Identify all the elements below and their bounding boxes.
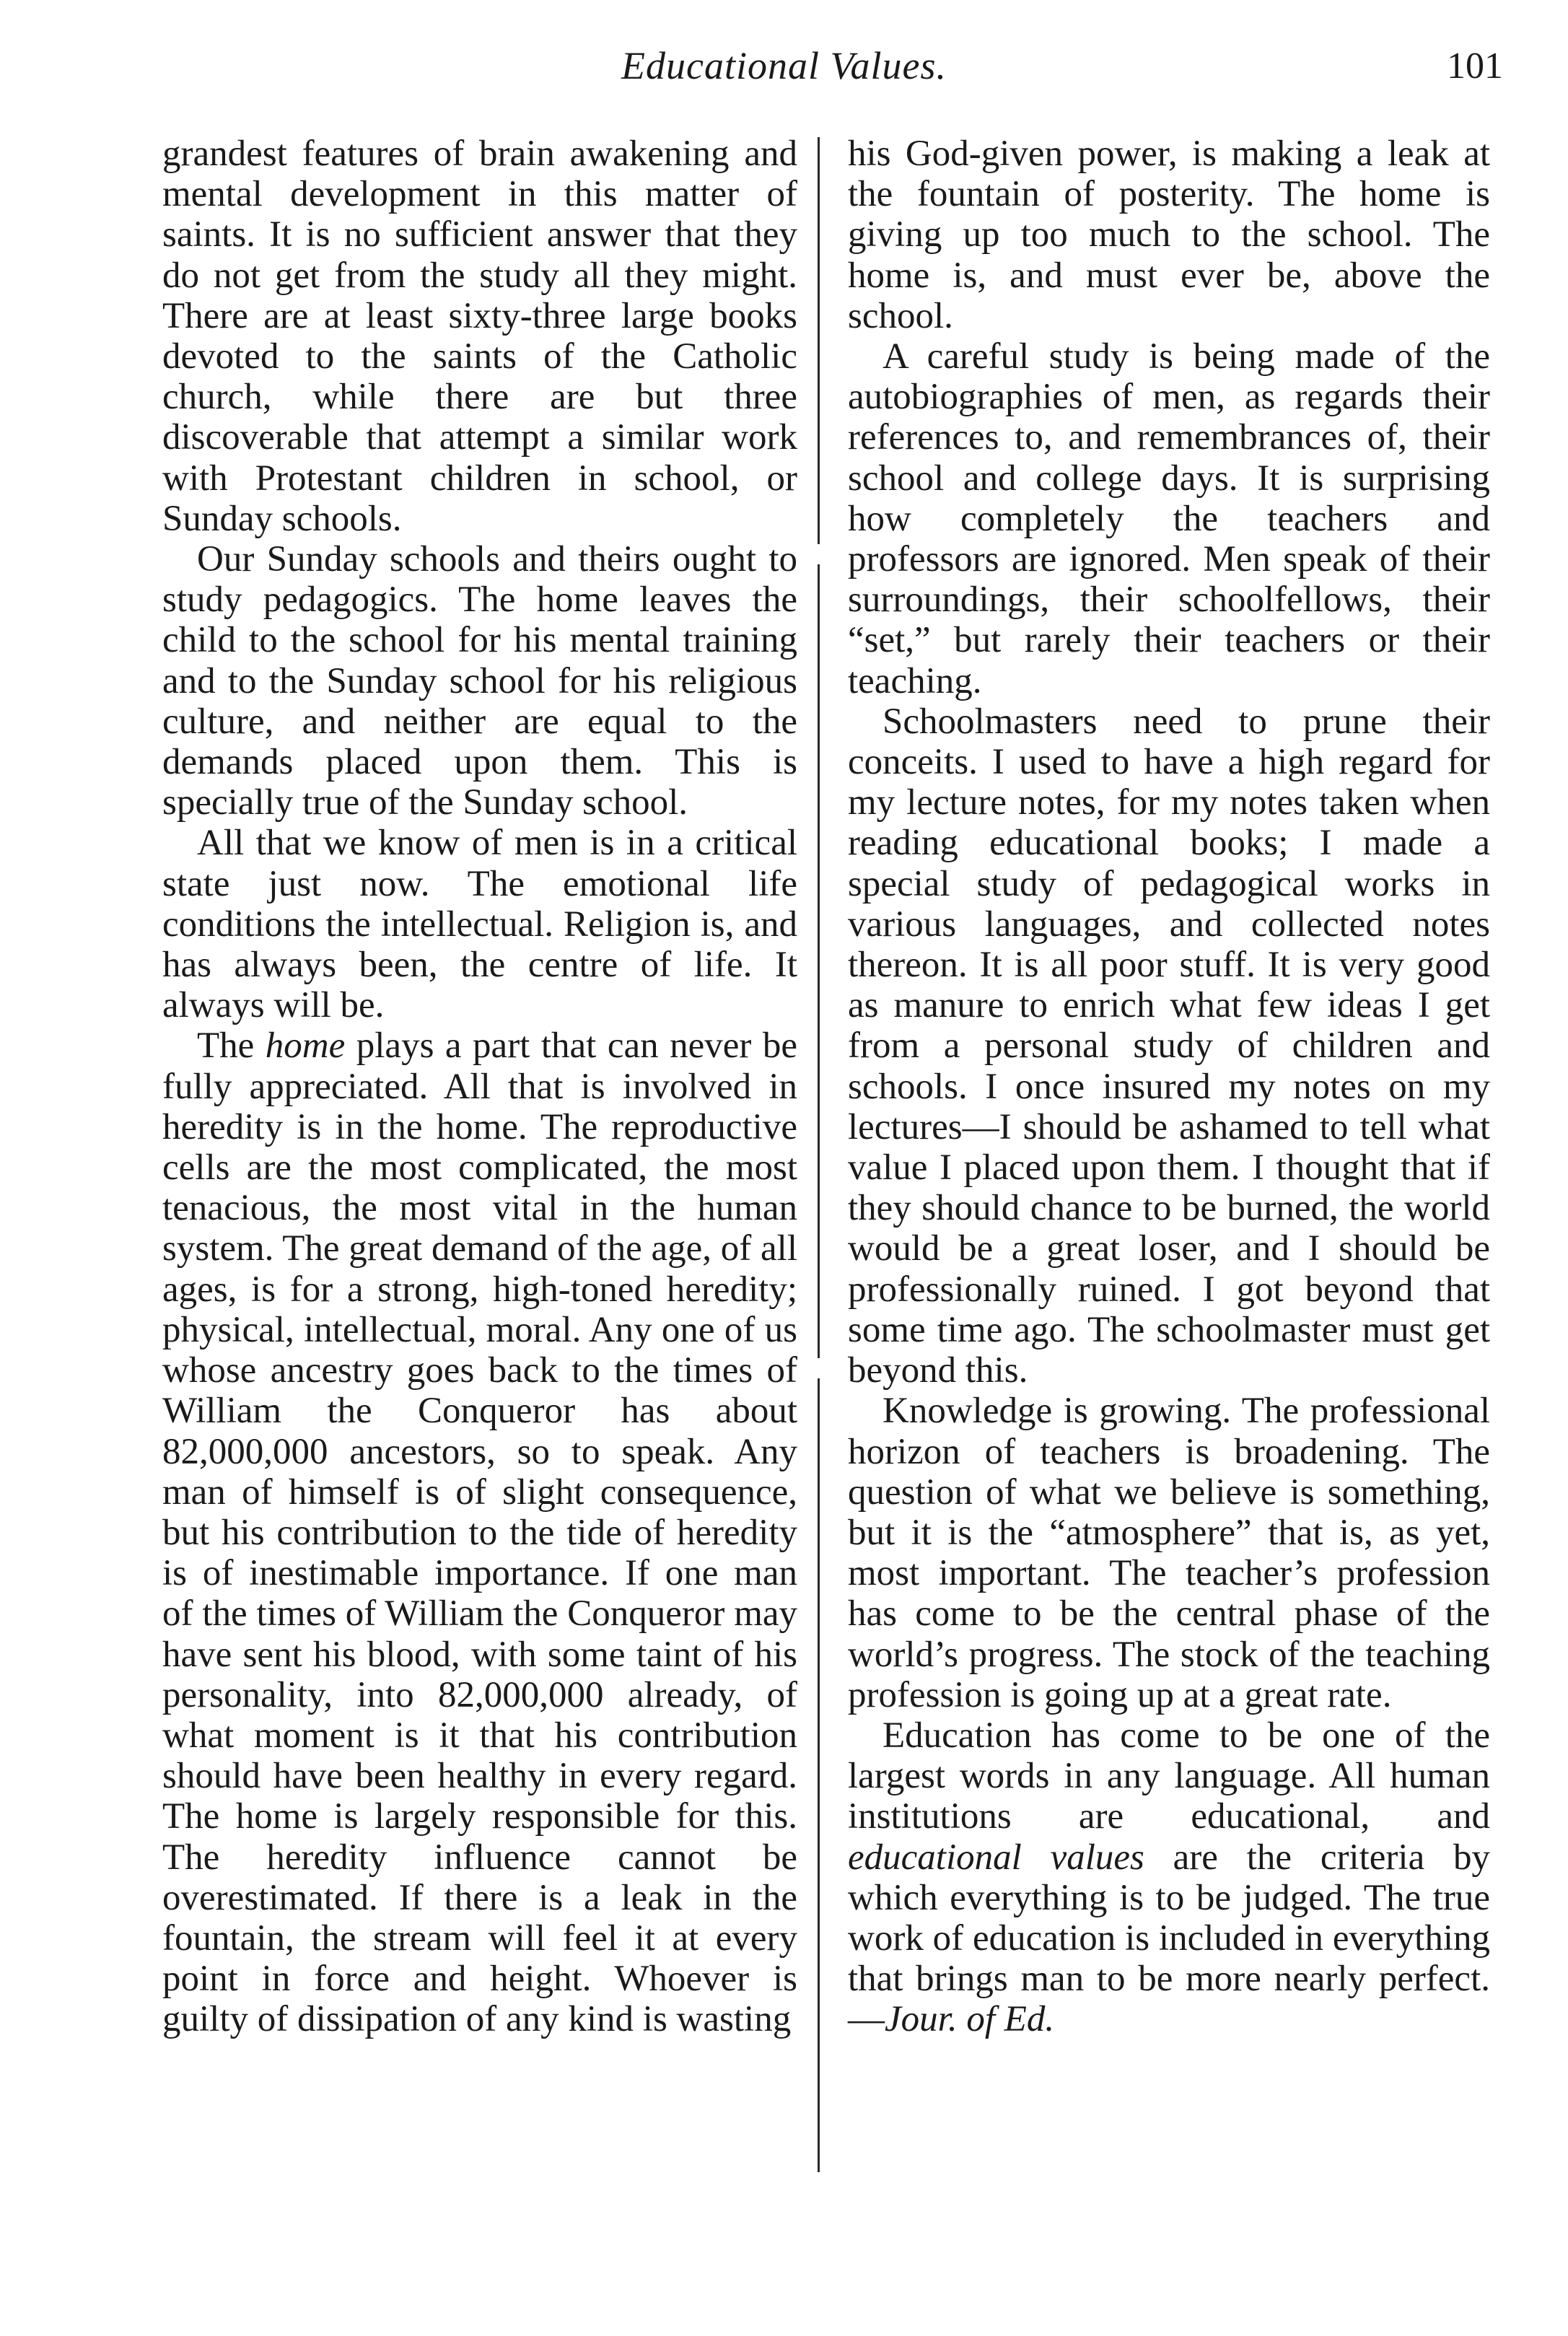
paragraph: Our Sunday schools and theirs ought to study pedagogics. The home leaves the child to the school for his mental training and to the Sunday school for his religious culture, and neither are equal to the demands placed upon them. This is specially true of the Sunday school. [162, 539, 797, 823]
paragraph: Knowledge is growing. The professional horizon of teachers is broadening. The question of what we believe is something, but it is the “atmosphere” that is, as yet, most important. The teacher’s profession has come to be the central phase of the world’s progress. The stock of the teaching profession is going up at a great rate. [848, 1391, 1490, 1715]
paragraph-text: The [197, 1025, 266, 1067]
paragraph: All that we know of men is in a critical state just now. The emotional life conditions the intellectual. Religion is, and has always been, the centre of life. It always will be. [162, 823, 797, 1026]
paragraph: grandest features of brain awakening and mental development in this matter of saints. It is no sufficient answer that they do not get from the study all they might. There are at least sixty-three large books devoted to the saints of the Catholic church, while there are but three discoverable that attempt a similar work with Protestant children in school, or Sunday schools. [162, 134, 797, 539]
paragraph-text: Education has come to be one of the largest words in any language. All human institutions are educational, and [848, 1715, 1490, 1837]
paragraph [848, 1715, 1490, 2040]
page-number: 101 [1447, 45, 1503, 87]
paragraph: Schoolmasters need to prune their conceits. I used to have a high regard for my lecture notes, for my notes taken when reading educational books; I made a special study of pedagogical works in various languages, and collected notes thereon. It is all poor stuff. It is very good as manure to enrich what few ideas I get from a personal study of children and schools. I once insured my notes on my lectures—I should be ashamed to tell what value I placed upon them. I thought that if they should chance to be burned, the world would be a great loser, and I should be professionally ruined. I got beyond that some time ago. The schoolmaster must get beyond this. [848, 701, 1490, 1391]
running-header-title: Educational Values. [621, 44, 947, 87]
paragraph: A careful study is being made of the autobiographies of men, as regards their references to, and remembrances of, their school and college days. It is surprising how completely the teachers and professors are ignored. Men speak of their surroundings, their schoolfellows, their “set,” but rarely their teachers or their teaching. [848, 336, 1490, 701]
source-citation: Jour. of Ed. [885, 1999, 1055, 2040]
paragraph: his God-given power, is making a leak at the fountain of posterity. The home is giving up too much to the school. The home is, and must ever be, above the school. [848, 134, 1490, 336]
paragraph-text: plays a part that can never be fully appreciated. All that is involved in heredity is in the home. The reproductive cells are the most complicated, the most tenacious, the most vital in the human system. The great demand of the age, of all ages, is for a strong, high-toned heredity; physical, intellectual, moral. Any one of us whose ancestry goes back to the times of William the Conqueror has about 82,000,000 ancestors, so to speak. Any man of himself is of slight consequence, but his contribution to the tide of heredity is of inestimable importance. If one man of the times of William the Conqueror may have sent his blood, with some taint of his personality, into 82,000,000 already, of what moment is it that his contribution should have been healthy in every regard. The home is largely responsible for this. The heredity influence cannot be overestimated. If there is a leak in the fountain, the stream will feel it at every point in force and height. Whoever is guilty of dissipation of any kind is wasting [162, 1025, 797, 2040]
italic-phrase: educational values [848, 1837, 1144, 1878]
right-column [848, 134, 1490, 2040]
column-divider [818, 137, 820, 2172]
paragraph-text: are the criteria by which everything is to be judged. The true work of education is included in everything that brings man to be more nearly perfect.— [848, 1837, 1490, 2040]
left-column [162, 134, 797, 2040]
italic-word-home: home [265, 1025, 346, 1067]
paragraph [162, 1025, 797, 2039]
